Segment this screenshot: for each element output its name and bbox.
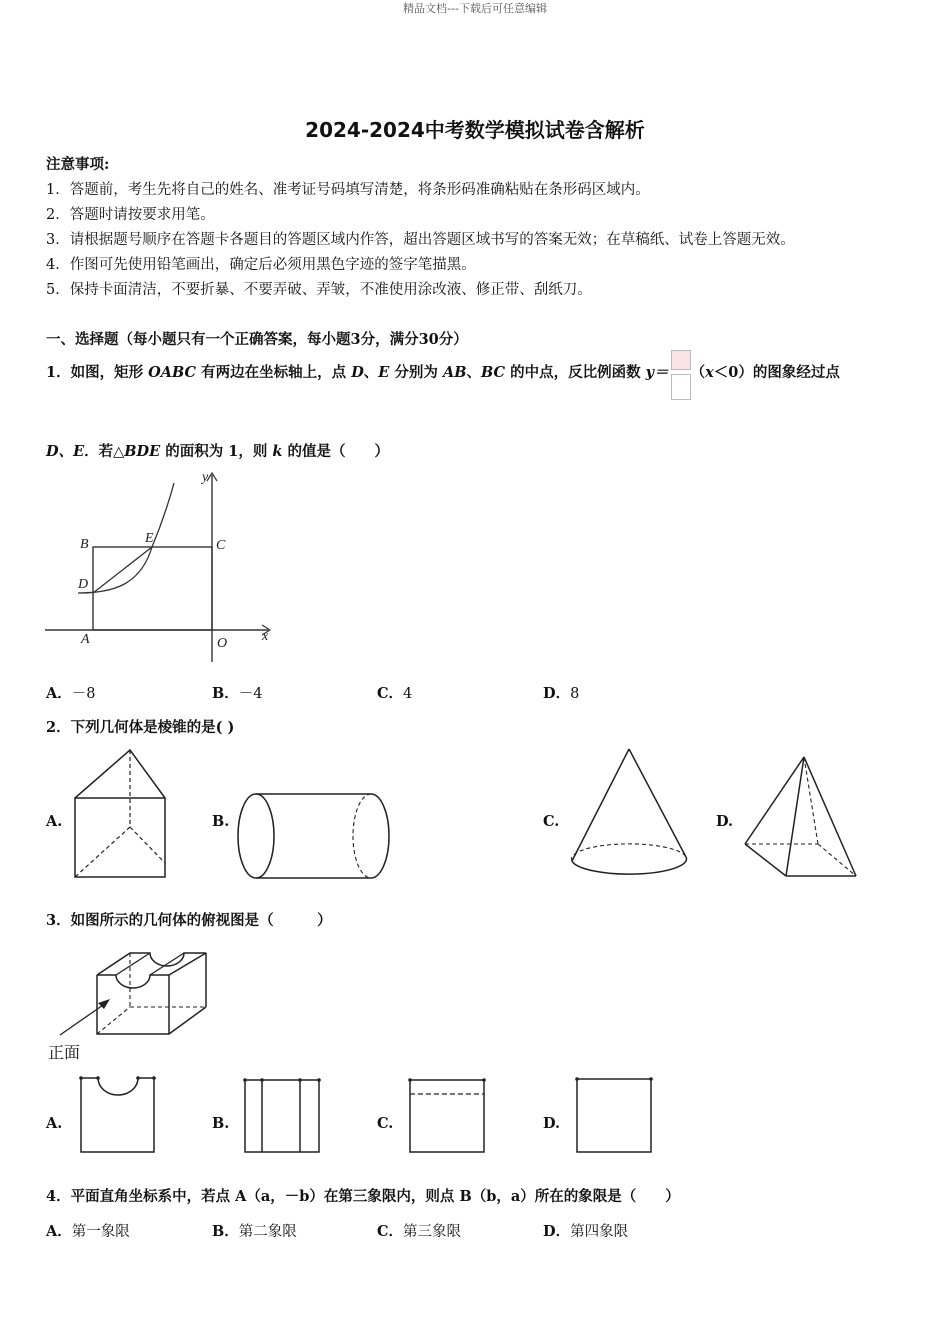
broken-fraction-image (671, 350, 689, 396)
label-e: E (145, 531, 154, 546)
q1-stem-line2: D、E．若△BDE 的面积为 1，则 k 的值是（ ） (46, 443, 390, 460)
q2-option-c[interactable]: C. (543, 813, 560, 830)
q2-stem: 2．下列几何体是棱锥的是( ) (46, 719, 235, 736)
q1-option-b[interactable]: B．－4 (212, 685, 263, 702)
q2-option-d[interactable]: D. (716, 813, 734, 830)
notice-item-5: 5．保持卡面清洁，不要折暴、不要弄破、弄皱，不准使用涂改液、修正带、刮纸刀。 (46, 282, 592, 298)
q2-shape-c-cone (568, 745, 693, 880)
q4-option-a[interactable]: A．第一象限 (46, 1223, 130, 1240)
q3-stem: 3．如图所示的几何体的俯视图是（ ） (46, 912, 332, 929)
q2-option-b[interactable]: B. (212, 813, 230, 830)
q2-option-a[interactable]: A. (46, 813, 63, 830)
notice-item-1: 1．答题前，考生先将自己的姓名、准考证号码填写清楚，将条形码准确粘贴在条形码区域内。 (46, 182, 650, 198)
q3-option-c[interactable]: C. (377, 1115, 394, 1132)
q1-figure (40, 465, 280, 665)
q3-view-b (240, 1075, 325, 1155)
q1-option-c[interactable]: C．4 (377, 685, 413, 702)
label-x: x (262, 629, 269, 644)
q3-view-c (405, 1075, 490, 1155)
page-header: 精品文档---下载后可任意编辑 (403, 2, 547, 15)
label-c: C (216, 538, 226, 553)
rectangle-oabc (93, 547, 212, 630)
label-y: y (202, 470, 209, 485)
notice-item-3: 3．请根据题号顺序在答题卡各题目的答题区域内作答，超出答题区域书写的答案无效；在草稿纸、试卷上答题无效。 (46, 232, 795, 248)
front-label: 正面 (48, 1043, 81, 1062)
notice-item-2: 2．答题时请按要求用笔。 (46, 207, 215, 223)
var-oabc: OABC (148, 364, 197, 381)
q3-view-d (572, 1075, 657, 1155)
q3-option-a[interactable]: A. (46, 1115, 63, 1132)
q1-option-d[interactable]: D．8 (543, 685, 580, 702)
q2-shape-a-prism (70, 745, 170, 880)
front-arrow (60, 1003, 106, 1035)
label-b: B (80, 537, 89, 552)
q3-option-b[interactable]: B. (212, 1115, 230, 1132)
label-a: A (81, 632, 90, 647)
notice-heading: 注意事项: (46, 156, 110, 173)
label-d: D (78, 577, 89, 592)
q2-shape-d-pyramid (740, 752, 865, 882)
broken-image-icon (671, 350, 691, 370)
q4-option-b[interactable]: B．第二象限 (212, 1223, 297, 1240)
section-heading: 一、选择题（每小题只有一个正确答案，每小题3分，满分30分） (46, 331, 468, 348)
q1-option-a[interactable]: A．－8 (46, 685, 96, 702)
q3-option-d[interactable]: D. (543, 1115, 561, 1132)
q4-option-d[interactable]: D．第四象限 (543, 1223, 629, 1240)
q2-shape-b-cylinder (236, 792, 396, 882)
q1-stem-line1: 1．如图，矩形 OABC 有两边在坐标轴上，点 D、E 分别为 AB、BC 的中点，反比例函数 y＝ （x＜0）的图象经过点 (46, 350, 840, 396)
segment-de (93, 547, 152, 593)
notice-item-4: 4．作图可先使用铅笔画出，确定后必须用黑色字迹的签字笔描黑。 (46, 257, 476, 273)
label-o: O (217, 636, 228, 651)
q3-view-a (76, 1075, 161, 1155)
q4-option-c[interactable]: C．第三象限 (377, 1223, 462, 1240)
page-title: 2024-2024中考数学模拟试卷含解析 (305, 118, 645, 142)
q4-stem: 4．平面直角坐标系中，若点 A（a，－b）在第三象限内，则点 B（b，a）所在的象限是（ ） (46, 1188, 680, 1205)
